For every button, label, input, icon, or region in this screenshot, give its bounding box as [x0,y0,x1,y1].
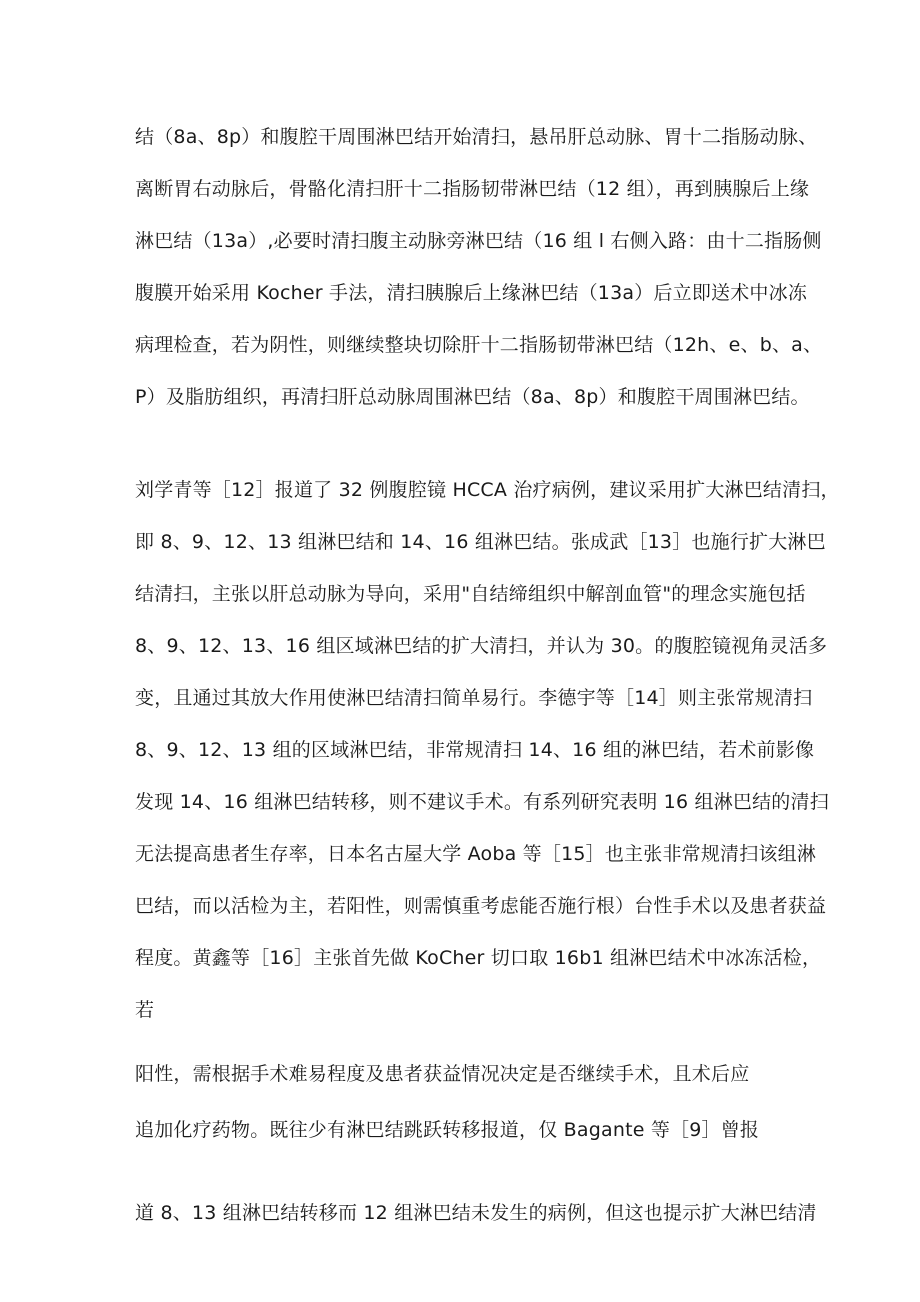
paragraph-2-line-5: 变，且通过其放大作用使淋巴结清扫简单易行。李德宇等［14］则主张常规清扫 [135,687,813,709]
paragraph-4-line-1: 追加化疗药物。既往少有淋巴结跳跃转移报道，仅 Bagante 等［9］曾报 [135,1119,760,1141]
paragraph-2-line-11: 若 [135,999,155,1021]
paragraph-1-line-2: 离断胃右动脉后，骨骼化清扫肝十二指肠韧带淋巴结（12 组），再到胰腺后上缘 [135,178,810,200]
paragraph-1-line-3: 淋巴结（13a）,必要时清扫腹主动脉旁淋巴结（16 组 l 右侧入路：由十二指肠侧 [135,230,822,252]
paragraph-3-line-1: 阳性，需根据手术难易程度及患者获益情况决定是否继续手术，且术后应 [135,1063,750,1085]
paragraph-1-line-5: 病理检查，若为阴性，则继续整块切除肝十二指肠韧带淋巴结（12h、e、b、a、 [135,334,823,356]
paragraph-2-line-9: 巴结，而以活检为主，若阳性，则需慎重考虑能否施行根）台性手术以及患者获益 [135,895,827,917]
paragraph-2-line-4: 8、9、12、13、16 组区域淋巴结的扩大清扫，并认为 30。的腹腔镜视角灵活多 [135,635,828,657]
paragraph-2-line-2: 即 8、9、12、13 组淋巴结和 14、16 组淋巴结。张成武［13］也施行扩大淋巴 [135,531,826,553]
paragraph-2-line-3: 结清扫，主张以肝总动脉为导向，采用"自结缔组织中解剖血管"的理念实施包括 [135,583,806,605]
paragraph-2-line-7: 发现 14、16 组淋巴结转移，则不建议手术。有系列研究表明 16 组淋巴结的清扫 [135,791,829,813]
paragraph-2-line-1: 刘学青等［12］报道了 32 例腹腔镜 HCCA 治疗病例，建议采用扩大淋巴结清扫， [135,479,840,501]
paragraph-2-line-6: 8、9、12、13 组的区域淋巴结，非常规清扫 14、16 组的淋巴结，若术前影像 [135,739,815,761]
paragraph-1-line-1: 结（8a、8p）和腹腔干周围淋巴结开始清扫，悬吊肝总动脉、胃十二指肠动脉、 [135,126,818,148]
paragraph-5-line-1: 道 8、13 组淋巴结转移而 12 组淋巴结未发生的病例，但这也提示扩大淋巴结清 [135,1202,817,1224]
paragraph-2-line-10: 程度。黄鑫等［16］主张首先做 KoCher 切口取 16b1 组淋巴结术中冰冻活检， [135,947,822,969]
paragraph-1-line-6: P）及脂肪组织，再清扫肝总动脉周围淋巴结（8a、8p）和腹腔干周围淋巴结。 [135,386,810,408]
paragraph-2-line-8: 无法提高患者生存率，日本名古屋大学 Aoba 等［15］也主张非常规清扫该组淋 [135,843,817,865]
paragraph-1-line-4: 腹膜开始采用 Kocher 手法，清扫胰腺后上缘淋巴结（13a）后立即送术中冰冻 [135,282,808,304]
